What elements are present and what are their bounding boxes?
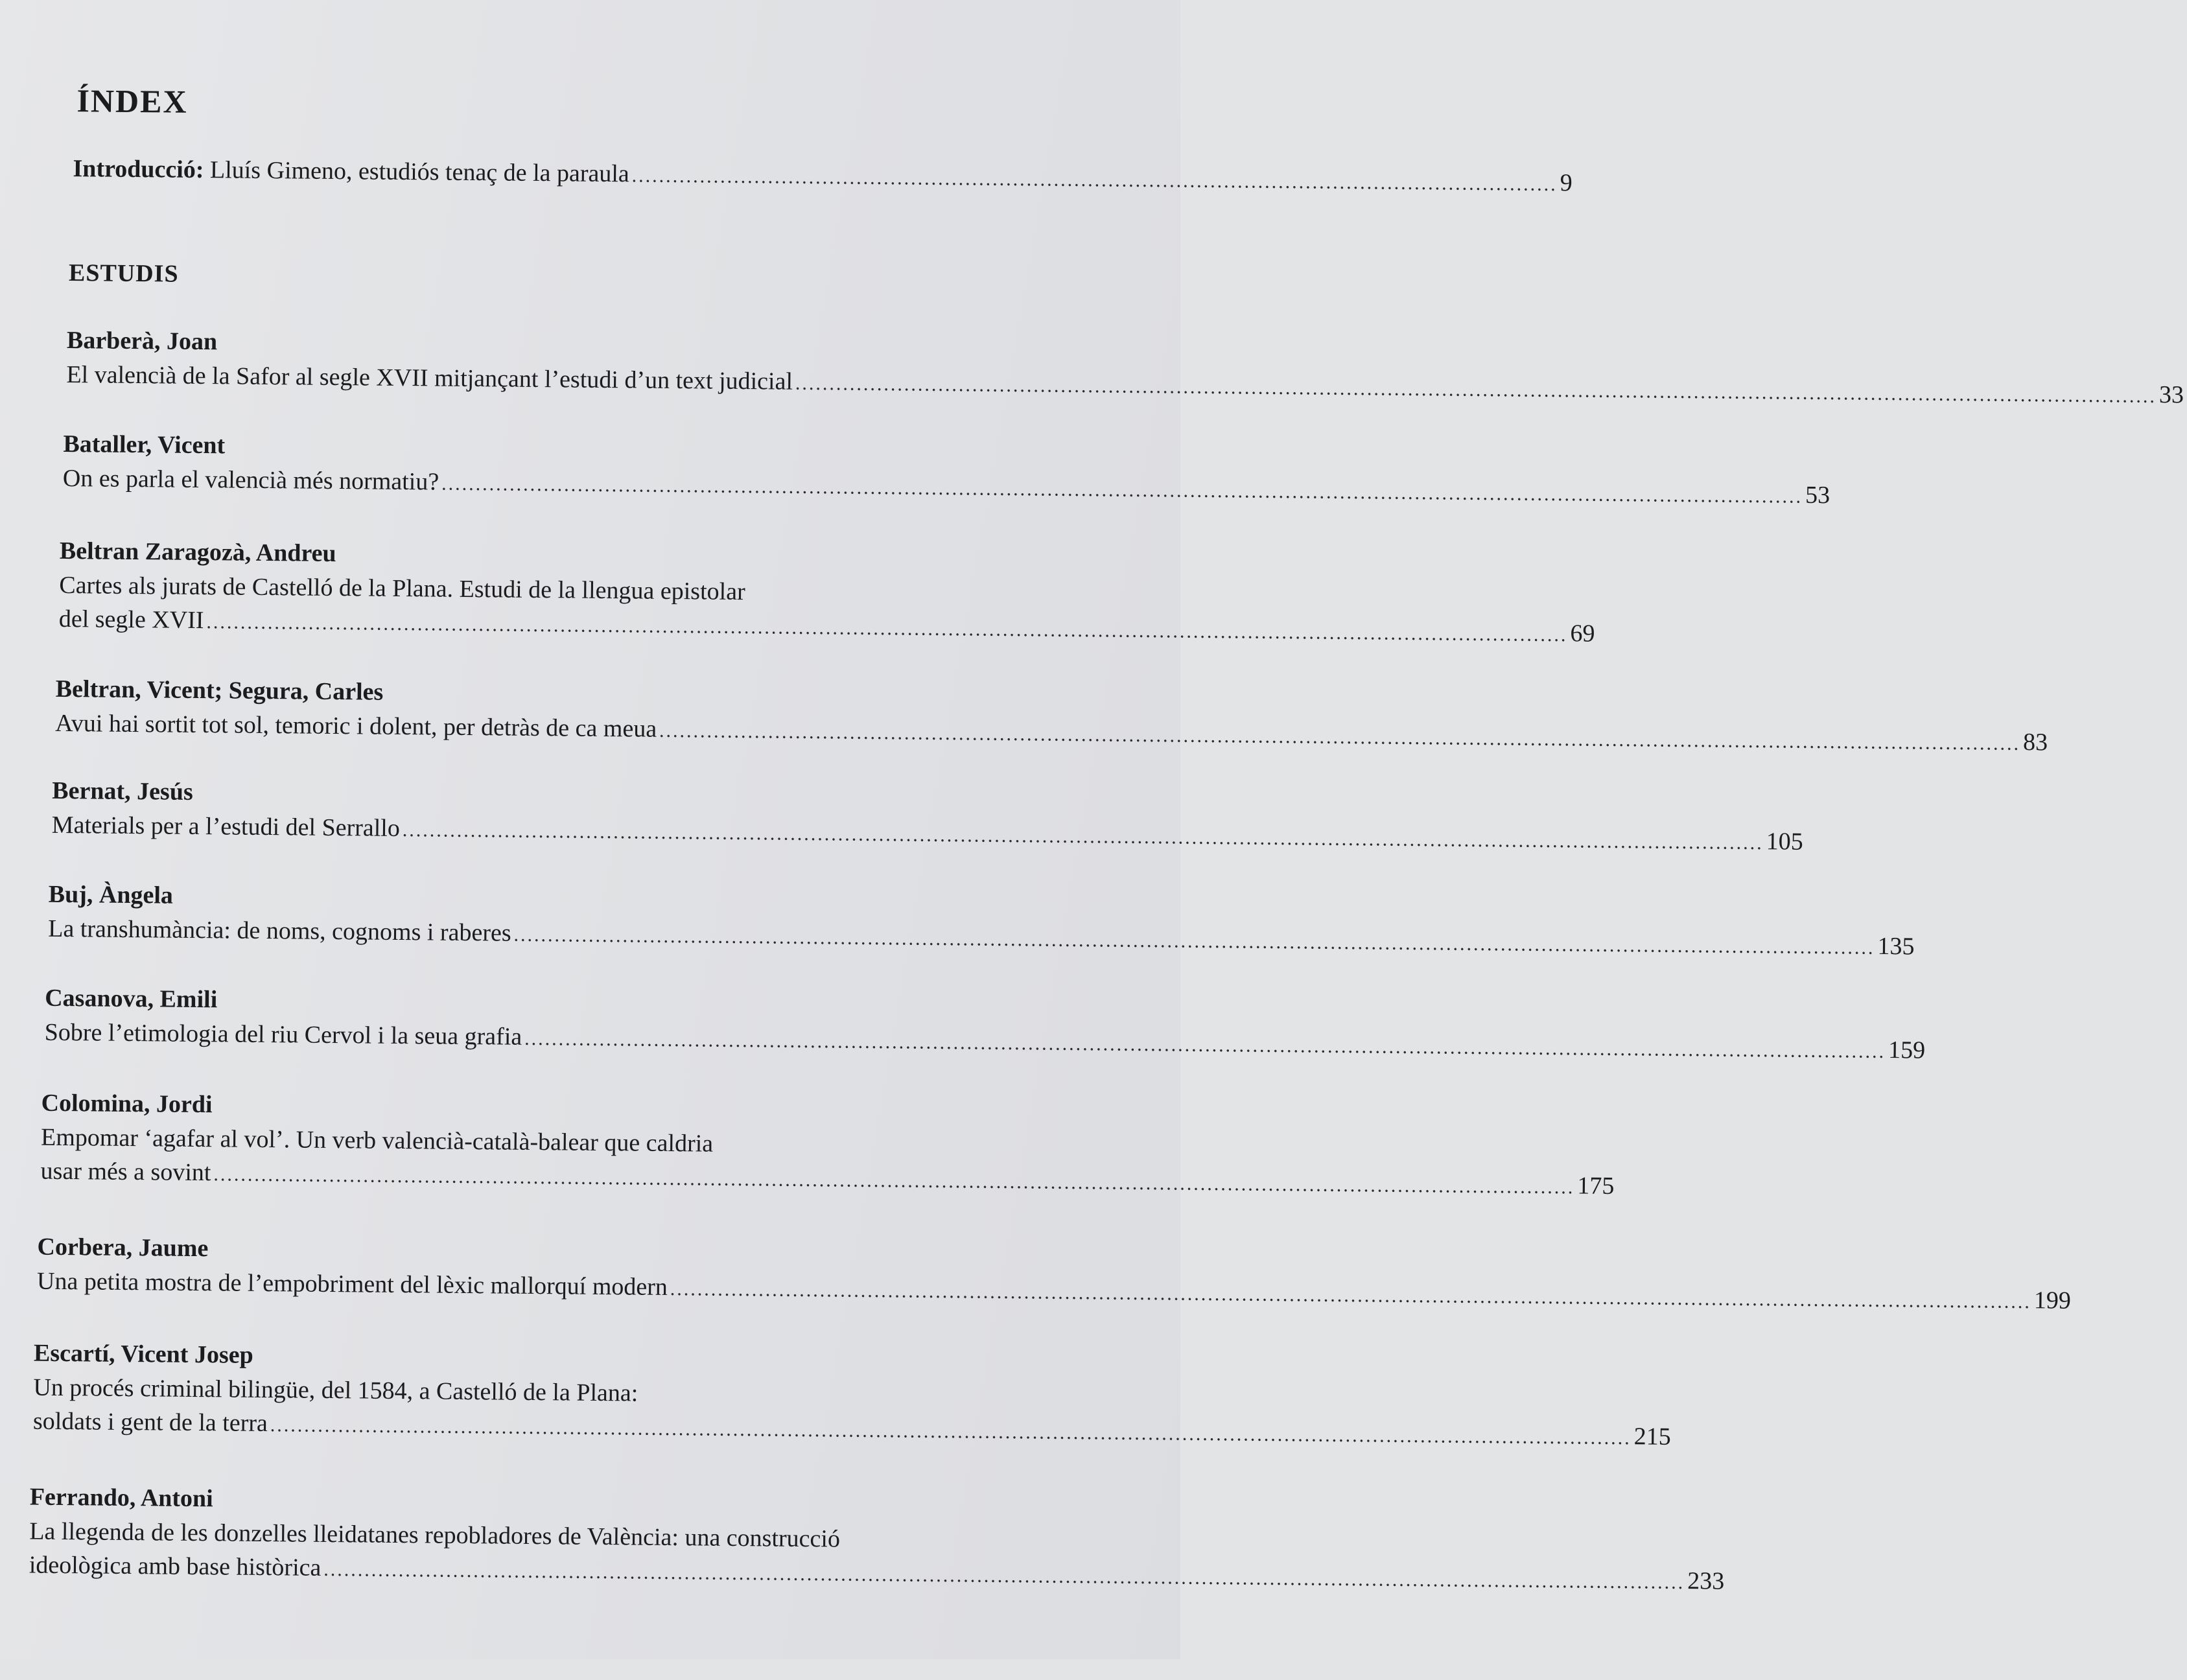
entry-title-line: soldats i gent de la terra [32, 1407, 268, 1438]
entry-title-line: Un procés criminal bilingüe, del 1584, a Castelló de la Plana: [33, 1373, 638, 1407]
entry-title-line: On es parla el valencià més normatiu? [62, 464, 439, 496]
intro-page-number: 9 [1560, 169, 1573, 197]
entry-page-number: 83 [2022, 729, 2048, 756]
toc-entry [36, 1233, 2072, 1314]
entry-page-number: 233 [1687, 1567, 1725, 1595]
entry-title-row [66, 361, 2184, 409]
entry-author: Bernat, Jesús [52, 776, 193, 806]
entry-author: Beltran Zaragozà, Andreu [59, 537, 336, 568]
entry-author: Barberà, Joan [66, 327, 218, 356]
toc-entry [29, 1483, 1725, 1595]
toc-entry [48, 880, 1915, 961]
dot-leader: ........................................................................................................................................................................................................ [402, 819, 1764, 854]
entry-author: Ferrando, Antoni [29, 1483, 213, 1513]
entry-title-line: Cartes als jurats de Castelló de la Plana. Estudi de la llengua epistolar [59, 571, 745, 606]
entry-title-row [36, 1267, 2072, 1314]
section-heading: ESTUDIS [68, 259, 179, 288]
entry-title-line: El valencià de la Safor al segle XVII mitjançant l’estudi d’un text judicial [66, 361, 793, 395]
dot-leader: ........................................................................................................................................................................................................ [513, 924, 1875, 959]
entry-page-number: 215 [1633, 1423, 1671, 1451]
entry-title-row [40, 1157, 1615, 1200]
dot-leader: ........................................................................................................................................................................................................ [659, 719, 2021, 754]
entry-author: Corbera, Jaume [37, 1233, 209, 1263]
toc-entry [58, 537, 1595, 648]
entry-author: Casanova, Emili [45, 984, 218, 1014]
entry-page-number: 33 [2158, 381, 2184, 409]
entry-title-row [48, 915, 1915, 961]
entry-title-row [32, 1407, 1671, 1451]
entry-title-row [51, 811, 1803, 856]
toc-entry [40, 1089, 1615, 1200]
dot-leader: ........................................................................................................................................................................................................ [270, 1414, 1631, 1449]
dot-leader: ........................................................................................................................................................................................................ [670, 1278, 2031, 1313]
toc-entry [66, 327, 2184, 409]
intro-label: Introducció: [73, 155, 204, 184]
dot-leader: ........................................................................................................................................................................................................ [524, 1027, 1886, 1062]
entry-title-row [58, 605, 1595, 648]
entry-title-line: La llegenda de les donzelles lleidatanes repobladores de València: una construcció [29, 1517, 841, 1553]
index-heading: ÍNDEX [76, 82, 188, 120]
entry-author: Buj, Àngela [48, 880, 174, 909]
entry-title-line: Avui hai sortit tot sol, temoric i dolent, per detràs de ca meua [55, 709, 657, 743]
dot-leader: ........................................................................................................................................................................................................ [323, 1558, 1685, 1594]
entry-page-number: 105 [1766, 828, 1803, 856]
entry-title-line: del segle XVII [58, 605, 204, 635]
entry-title-row [62, 464, 1830, 509]
intro-title: Lluís Gimeno, estudiós tenaç de la paraula [209, 156, 629, 188]
entry-title-line: Una petita mostra de l’empobriment del lèxic mallorquí modern [36, 1267, 668, 1301]
toc-entry [62, 430, 1830, 509]
toc-entry [51, 776, 1803, 856]
toc-entry [55, 675, 2048, 756]
entry-author: Escartí, Vicent Josep [33, 1339, 253, 1369]
intro-text [73, 156, 629, 186]
entry-title-line: usar més a sovint [40, 1157, 211, 1187]
entry-page-number: 69 [1570, 620, 1595, 648]
entry-title-line: La transhumància: de noms, cognoms i raberes [48, 915, 511, 947]
entry-title-line: ideològica amb base històrica [29, 1551, 322, 1581]
dot-leader: ........................................................................................................................................................................................................ [441, 472, 1803, 508]
dot-leader: ........................................................................................................................................................................................................ [795, 372, 2157, 407]
dot-leader: ........................................................................................................................................ [631, 165, 1558, 196]
intro-line [73, 155, 1573, 197]
toc-entry [44, 984, 1926, 1064]
entry-author: Bataller, Vicent [63, 430, 226, 460]
toc-entry [32, 1339, 1671, 1451]
entry-title-line: Empomar ‘agafar al vol’. Un verb valencià-català-balear que caldria [40, 1123, 714, 1158]
entry-page-number: 199 [2033, 1287, 2072, 1314]
dot-leader: ........................................................................................................................................................................................................ [206, 611, 1568, 646]
dot-leader: ........................................................................................................................................................................................................ [213, 1163, 1575, 1198]
entry-page-number: 53 [1805, 481, 1830, 509]
entry-page-number: 135 [1877, 932, 1915, 961]
entry-title-row [55, 709, 2048, 756]
entry-title-line: Sobre l’etimologia del riu Cervol i la seua grafia [44, 1018, 522, 1051]
entry-title-row [29, 1551, 1725, 1595]
entry-title-row [44, 1018, 1926, 1064]
entry-author: Beltran, Vicent; Segura, Carles [55, 675, 384, 706]
entry-author: Colomina, Jordi [41, 1089, 213, 1119]
entry-title-line: Materials per a l’estudi del Serrallo [51, 811, 401, 842]
entry-page-number: 159 [1888, 1036, 1926, 1064]
entry-page-number: 175 [1577, 1172, 1615, 1200]
